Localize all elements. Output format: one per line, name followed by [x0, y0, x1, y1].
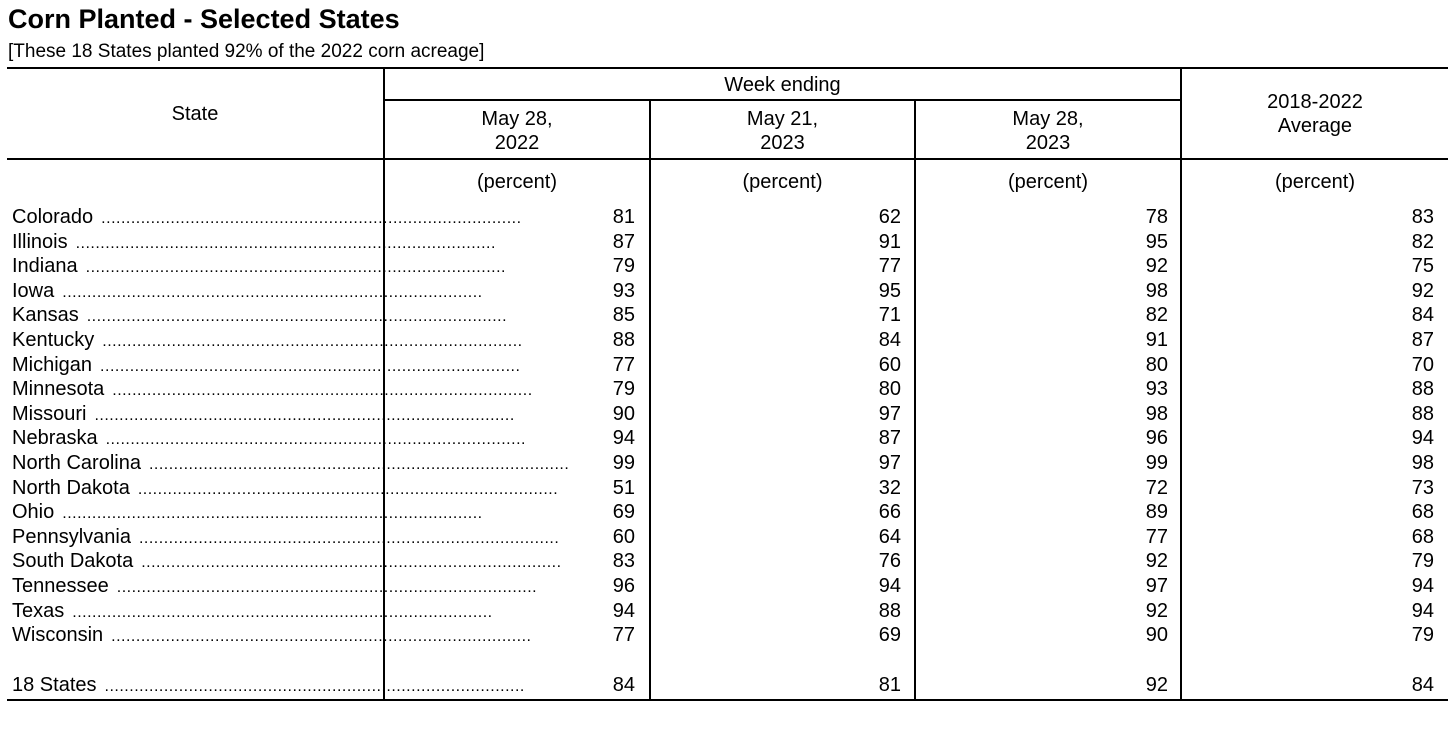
value-cell: 64 [878, 525, 901, 548]
value-cell: 84 [1411, 304, 1434, 327]
dot-leader: ..................................................................................... [62, 505, 483, 523]
value-cell: 92 [1145, 550, 1168, 573]
value-cell: 97 [878, 402, 901, 425]
value-cell: 79 [612, 378, 635, 401]
value-cell: 94 [612, 599, 635, 622]
table-row [0, 574, 1454, 598]
state-cell [12, 205, 522, 229]
table-row [0, 599, 1454, 623]
dot-leader: ..................................................................................... [75, 234, 496, 252]
value-cell: 87 [1411, 329, 1434, 351]
state-name: Nebraska [12, 427, 98, 450]
value-cell: 84 [612, 674, 635, 696]
value-cell: 95 [878, 279, 901, 302]
state-cell [12, 328, 523, 352]
value-cell: 66 [878, 501, 901, 524]
dot-leader: ..................................................................................... [101, 210, 522, 227]
dot-leader: ..................................................................................... [137, 480, 559, 498]
value-cell: 89 [1145, 501, 1168, 524]
value-cell: 51 [612, 476, 635, 499]
value-cell: 87 [612, 230, 635, 253]
state-name: Tennessee [12, 575, 109, 597]
value-cell: 88 [612, 329, 635, 351]
column-header-may28-2022 [385, 107, 649, 155]
unit-label: (percent) [1274, 171, 1356, 193]
state-cell [12, 476, 559, 500]
value-cell: 71 [878, 304, 901, 327]
value-cell: 92 [1145, 255, 1168, 278]
value-cell: 92 [1145, 599, 1168, 622]
column-header-average [1182, 90, 1448, 138]
week-ending-underline [384, 99, 1181, 101]
page-title: Corn Planted - Selected States [8, 4, 400, 34]
unit-label: (percent) [1007, 171, 1089, 193]
value-cell: 94 [878, 575, 901, 597]
dot-leader: ..................................................................................... [94, 406, 515, 424]
value-cell: 83 [1411, 206, 1434, 228]
value-cell: 95 [1145, 230, 1168, 253]
state-cell [12, 549, 562, 573]
state-cell [12, 599, 493, 623]
table-bottom-rule [7, 699, 1448, 701]
column-header-may21-2023 [651, 107, 914, 155]
state-name: North Carolina [12, 452, 141, 474]
column-header-line: 2018-2022 [1267, 91, 1363, 113]
table-row [0, 549, 1454, 573]
state-name: Kentucky [12, 329, 95, 351]
state-cell [12, 230, 496, 254]
value-cell: 90 [612, 402, 635, 425]
state-name: North Dakota [12, 476, 130, 499]
value-cell: 79 [1411, 624, 1434, 647]
value-cell: 75 [1411, 255, 1434, 278]
value-cell: 88 [878, 599, 901, 622]
state-cell [12, 402, 515, 426]
column-header-line: May 21, [746, 108, 819, 130]
state-cell [12, 377, 533, 401]
value-cell: 69 [612, 501, 635, 524]
table-row [0, 451, 1454, 475]
state-name: Colorado [12, 206, 94, 228]
total-row [0, 673, 1454, 697]
table-row [0, 279, 1454, 303]
state-cell [12, 254, 506, 278]
value-cell: 84 [1411, 674, 1434, 696]
week-ending-header: Week ending [724, 74, 841, 96]
value-cell: 98 [1145, 279, 1168, 302]
state-name: Missouri [12, 402, 87, 425]
dot-leader: ..................................................................................... [100, 357, 521, 375]
value-cell: 96 [1145, 427, 1168, 450]
value-cell: 96 [612, 575, 635, 597]
table-row [0, 500, 1454, 524]
table-row [0, 476, 1454, 500]
state-cell [12, 525, 560, 549]
table-row [0, 353, 1454, 377]
table-row [0, 254, 1454, 278]
table-row [0, 230, 1454, 254]
state-name: South Dakota [12, 550, 134, 573]
value-cell: 98 [1411, 452, 1434, 474]
value-cell: 82 [1145, 304, 1168, 327]
table-row [0, 402, 1454, 426]
state-name: 18 States [12, 674, 97, 696]
value-cell: 81 [878, 674, 901, 696]
value-cell: 32 [878, 476, 901, 499]
table-row [0, 377, 1454, 401]
table-row [0, 205, 1454, 229]
value-cell: 78 [1145, 206, 1168, 228]
state-name: Kansas [12, 304, 79, 327]
column-header-line: May 28, [481, 108, 553, 130]
value-cell: 98 [1145, 402, 1168, 425]
value-cell: 94 [1411, 575, 1434, 597]
table-row [0, 303, 1454, 327]
dot-leader: ..................................................................................... [116, 579, 538, 596]
column-header-line: 2023 [760, 132, 805, 154]
value-cell: 93 [1145, 378, 1168, 401]
value-cell: 93 [612, 279, 635, 302]
value-cell: 77 [612, 353, 635, 376]
state-name: Pennsylvania [12, 525, 131, 548]
table-top-rule [7, 67, 1448, 69]
value-cell: 97 [1145, 575, 1168, 597]
value-cell: 88 [1411, 402, 1434, 425]
value-cell: 60 [612, 525, 635, 548]
value-cell: 92 [1145, 674, 1168, 696]
value-cell: 99 [612, 452, 635, 474]
value-cell: 62 [878, 206, 901, 228]
table-row [0, 623, 1454, 647]
state-cell [12, 426, 526, 450]
column-header-line: May 28, [1012, 108, 1084, 130]
value-cell: 94 [612, 427, 635, 450]
value-cell: 90 [1145, 624, 1168, 647]
value-cell: 91 [1145, 329, 1168, 351]
value-cell: 79 [1411, 550, 1434, 573]
unit-label: (percent) [742, 171, 823, 193]
value-cell: 60 [878, 353, 901, 376]
state-name: Minnesota [12, 378, 105, 401]
dot-leader: ..................................................................................... [141, 554, 562, 572]
dot-leader: ..................................................................................... [105, 431, 526, 449]
dot-leader: ..................................................................................... [148, 456, 570, 473]
value-cell: 84 [878, 329, 901, 351]
value-cell: 68 [1411, 525, 1434, 548]
value-cell: 68 [1411, 501, 1434, 524]
dot-leader: ..................................................................................... [85, 259, 506, 277]
dot-leader: ..................................................................................... [111, 628, 532, 646]
page-subtitle: [These 18 States planted 92% of the 2022 corn acreage] [8, 41, 485, 62]
dot-leader: ..................................................................................... [62, 283, 483, 301]
value-cell: 94 [1411, 599, 1434, 622]
state-name: Ohio [12, 501, 55, 524]
value-cell: 97 [878, 452, 901, 474]
value-cell: 76 [878, 550, 901, 573]
value-cell: 83 [612, 550, 635, 573]
value-cell: 80 [878, 378, 901, 401]
value-cell: 94 [1411, 427, 1434, 450]
table-row [0, 426, 1454, 450]
value-cell: 99 [1145, 452, 1168, 474]
value-cell: 70 [1411, 353, 1434, 376]
column-header-line: Average [1277, 115, 1353, 137]
dot-leader: ..................................................................................... [86, 308, 508, 326]
state-name: Michigan [12, 353, 93, 376]
value-cell: 80 [1145, 353, 1168, 376]
table-row [0, 525, 1454, 549]
value-cell: 85 [612, 304, 635, 327]
value-cell: 79 [612, 255, 635, 278]
value-cell: 87 [878, 427, 901, 450]
state-cell [12, 353, 521, 377]
value-cell: 88 [1411, 378, 1434, 401]
value-cell: 77 [1145, 525, 1168, 548]
value-cell: 91 [878, 230, 901, 253]
unit-label: (percent) [476, 171, 558, 193]
state-name: Iowa [12, 279, 55, 302]
header-bottom-rule [7, 158, 1448, 160]
value-cell: 73 [1411, 476, 1434, 499]
value-cell: 72 [1145, 476, 1168, 499]
column-header-may28-2023 [916, 107, 1180, 155]
state-cell [12, 451, 570, 475]
dot-leader: ..................................................................................... [72, 603, 493, 621]
state-cell [12, 279, 483, 303]
state-cell [12, 673, 525, 697]
value-cell: 77 [612, 624, 635, 647]
state-name: Illinois [12, 230, 68, 253]
dot-leader: ..................................................................................... [112, 382, 533, 400]
column-header-line: 2023 [1025, 132, 1071, 154]
state-column-header: State [171, 103, 219, 125]
value-cell: 81 [612, 206, 635, 228]
state-name: Texas [12, 599, 65, 622]
state-name: Indiana [12, 255, 78, 278]
state-cell [12, 500, 483, 524]
value-cell: 92 [1411, 279, 1434, 302]
state-cell [12, 303, 508, 327]
state-cell [12, 574, 538, 598]
state-name: Wisconsin [12, 624, 104, 647]
dot-leader: ..................................................................................... [104, 678, 525, 695]
column-header-line: 2022 [494, 132, 540, 154]
dot-leader: ..................................................................................... [138, 529, 560, 547]
value-cell: 69 [878, 624, 901, 647]
state-cell [12, 623, 532, 647]
dot-leader: ..................................................................................... [102, 333, 523, 350]
table-row [0, 328, 1454, 352]
value-cell: 77 [878, 255, 901, 278]
value-cell: 82 [1411, 230, 1434, 253]
